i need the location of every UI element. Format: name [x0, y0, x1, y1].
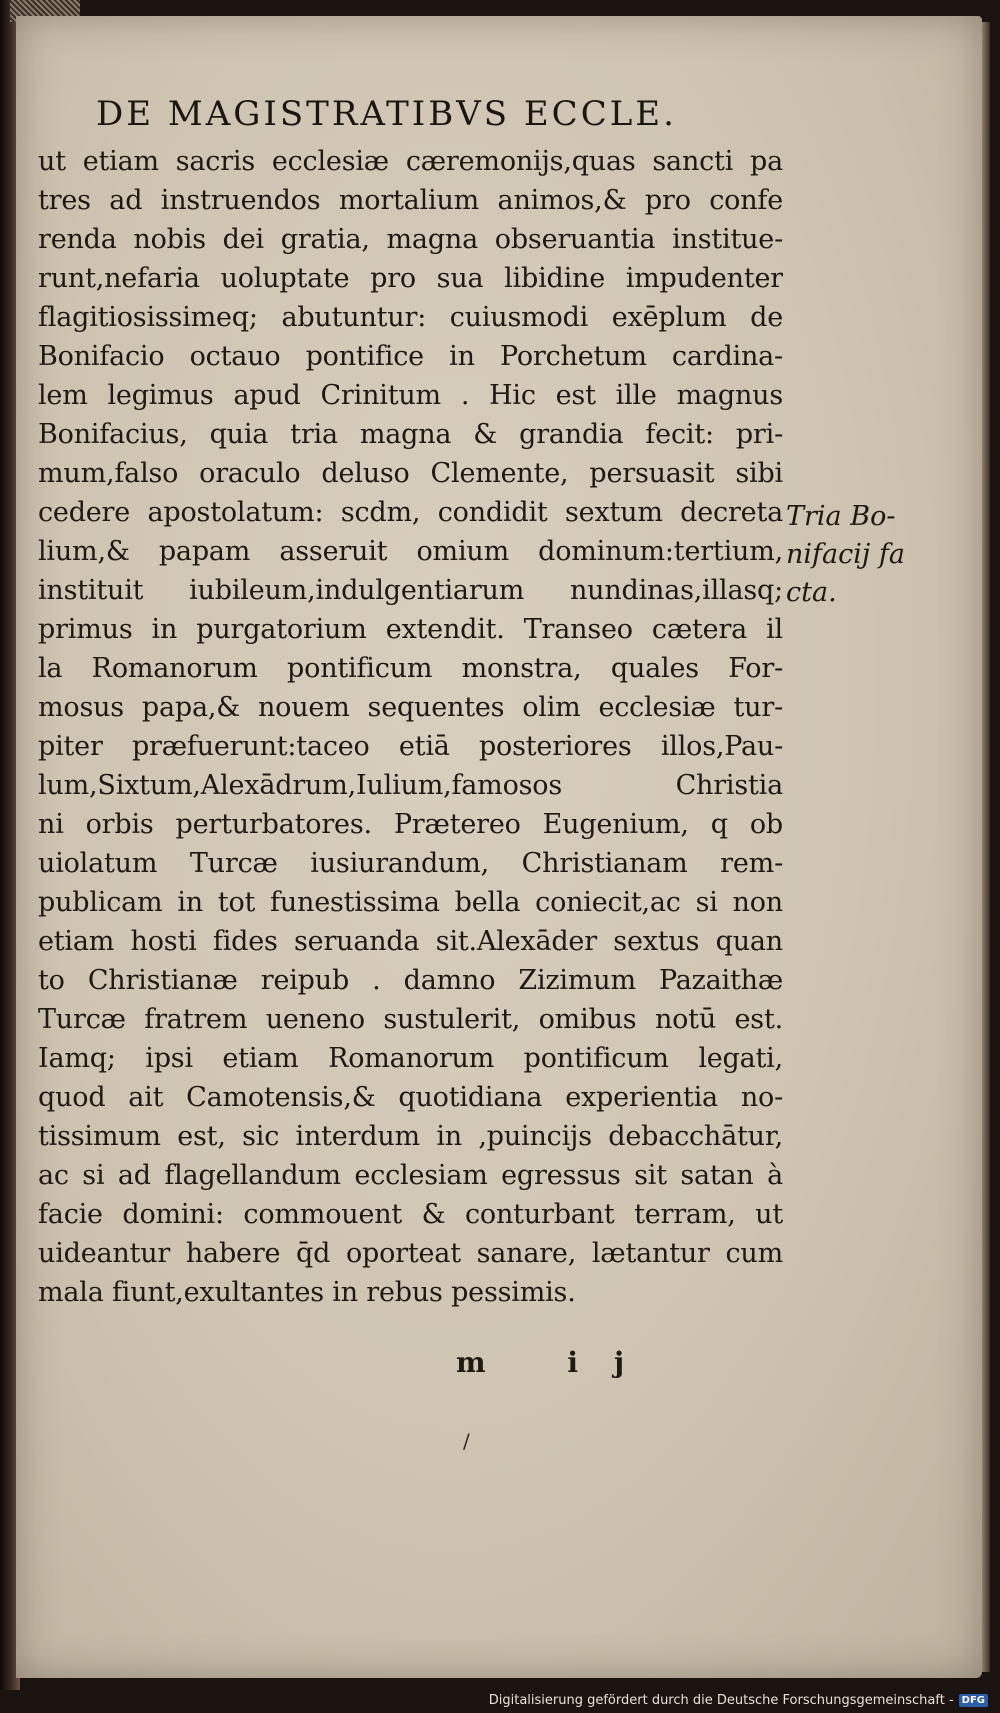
stray-mark: /	[463, 1429, 470, 1453]
text-line: cedere apostolatum: scdm, condidit sextum decreta	[38, 497, 783, 528]
text-line: lum,Sixtum,Alexādrum,Iulium,famosos Christia	[38, 770, 783, 801]
text-line: etiam hosti fides seruanda sit.Alexāder sextus quan	[38, 926, 783, 957]
signature-mark: m ij	[456, 1346, 661, 1379]
text-line: ac si ad flagellandum ecclesiam egressus sit satan à	[38, 1160, 783, 1191]
dfg-logo: DFG	[959, 1694, 988, 1707]
marginal-note	[786, 498, 936, 612]
page-edge	[982, 22, 990, 1672]
footer-text: Digitalisierung gefördert durch die Deutsche Forschungsgemeinschaft -	[488, 1692, 954, 1708]
text-line: lium,& papam asseruit omium dominum:tertium,	[38, 536, 783, 567]
text-line: lem legimus apud Crinitum . Hic est ille magnus	[38, 380, 783, 411]
text-line: Bonifacio octauo pontifice in Porchetum cardina-	[38, 341, 783, 372]
text-line: mala fiunt,exultantes in rebus pessimis.	[38, 1277, 576, 1308]
text-line: la Romanorum pontificum monstra, quales For-	[38, 653, 783, 684]
text-line: tissimum est, sic interdum in ,puincijs debacchātur,	[38, 1121, 783, 1152]
book-page	[16, 16, 982, 1678]
text-line: uideantur habere q̄d oporteat sanare, lætantur cum	[38, 1238, 783, 1269]
text-line: tres ad instruendos mortalium animos,& pro confe	[38, 185, 783, 216]
text-line: Turcæ fratrem ueneno sustulerit, omibus notū est.	[38, 1004, 783, 1035]
text-line: ni orbis perturbatores. Prætereo Eugenium, q ob	[38, 809, 783, 840]
text-line: piter præfuerunt:taceo etiā posteriores illos,Pau-	[38, 731, 783, 762]
text-line: publicam in tot funestissima bella coniecit,ac si non	[38, 887, 783, 918]
body-text	[38, 142, 783, 1312]
text-line: mosus papa,& nouem sequentes olim ecclesiæ tur-	[38, 692, 783, 723]
text-line: Bonifacius, quia tria magna & grandia fecit: pri-	[38, 419, 783, 450]
text-line: flagitiosissimeq; abutuntur: cuiusmodi exēplum de	[38, 302, 783, 333]
running-head: DE MAGISTRATIBVS ECCLE.	[96, 94, 677, 134]
text-line: quod ait Camotensis,& quotidiana experientia no-	[38, 1082, 783, 1113]
text-line: ut etiam sacris ecclesiæ cæremonijs,quas sancti pa	[38, 146, 783, 177]
marginal-note-line: nifacij fa	[786, 539, 905, 570]
marginal-note-line: cta.	[786, 577, 837, 608]
text-line: to Christianæ reipub . damno Zizimum Pazaithæ	[38, 965, 783, 996]
text-line: facie domini: commouent & conturbant terram, ut	[38, 1199, 783, 1230]
marginal-note-line: Tria Bo-	[786, 501, 896, 532]
text-line: Iamq; ipsi etiam Romanorum pontificum legati,	[38, 1043, 783, 1074]
text-line: uiolatum Turcæ iusiurandum, Christianam rem-	[38, 848, 783, 879]
text-line: mum,falso oraculo deluso Clemente, persuasit sibi	[38, 458, 783, 489]
digitization-footer	[485, 1690, 992, 1710]
text-line: renda nobis dei gratia, magna obseruantia institue-	[38, 224, 783, 255]
text-line: primus in purgatorium extendit. Transeo cætera il	[38, 614, 783, 645]
text-line: instituit iubileum,indulgentiarum nundinas,illasq;	[38, 575, 783, 606]
text-line: runt,nefaria uoluptate pro sua libidine impudenter	[38, 263, 783, 294]
